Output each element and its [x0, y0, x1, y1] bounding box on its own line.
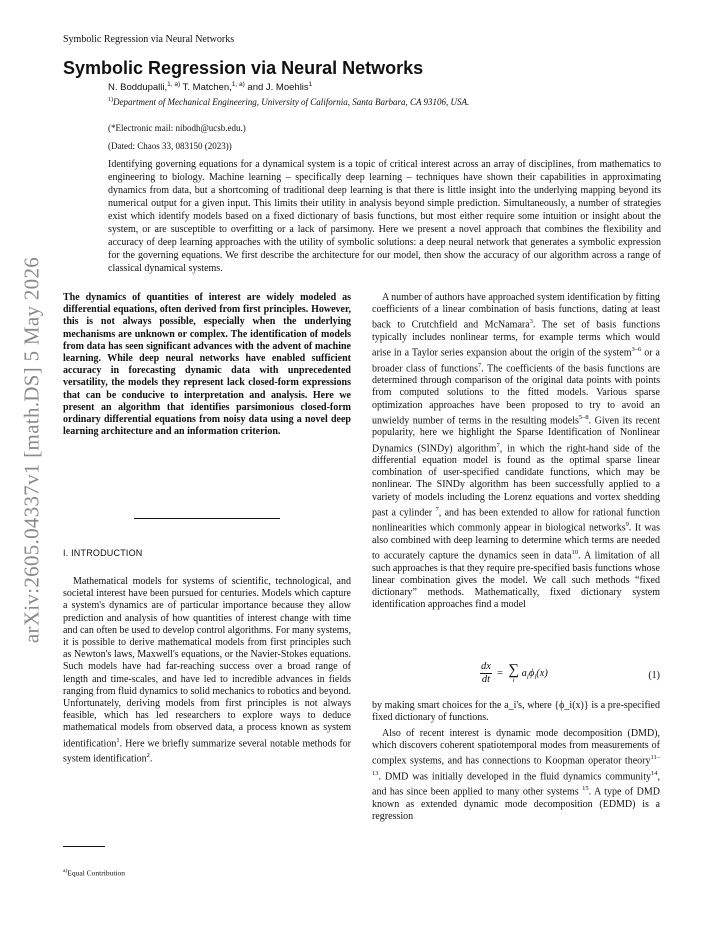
citation: 15 — [582, 785, 589, 793]
basis-argument: (x) — [536, 667, 548, 679]
right-paragraph-3 — [372, 728, 660, 823]
fraction-denominator: dt — [481, 674, 491, 685]
derivative-fraction — [480, 661, 492, 686]
text-run: . A limitation of all such approaches is that they require pre-specified basis functions whose linear combination gives the model. We call such methods “fixed dictionary” methods. Mathematically, fixed dictionary system identification approaches find a model — [372, 550, 660, 611]
dated-line: (Dated: Chaos 33, 083150 (2023)) — [108, 141, 232, 151]
coefficient: a — [521, 667, 527, 679]
equation-body: $\frac{dx}{dt}$ = ∑ i $a_i\phi_i(x)$ — [481, 661, 548, 685]
affiliation-text: Department of Mechanical Engineering, University of California, Santa Barbara, CA 93106, USA. — [113, 97, 470, 107]
equation-1 — [372, 661, 660, 695]
text-run: or a broader class of functions — [372, 347, 660, 374]
text-run: . A type of DMD known as extended dynamic mode decomposition (EDMD) is a regression — [372, 786, 661, 823]
text-run: . DMD was initially developed in the fluid dynamics community — [378, 771, 651, 783]
running-head: Symbolic Regression via Neural Networks — [63, 34, 235, 45]
author-affil-mark: 1, a) — [167, 81, 181, 88]
text-run: , in which the right-hand side of the differential equation model is found as the optimal sparse linear combination of user-specified candidate functions, which may be nonlinear. The SINDy algorithm has been successfully applied to a variety of models including the Lorenz equations and vortex shedding past a cylinder — [372, 442, 660, 519]
author-list — [108, 81, 312, 93]
text-run: A number of authors have approached system identification by fitting coefficients of a linear combination of basis functions, dating at least back to Crutchfield and McNamara — [372, 292, 660, 331]
citation: 1 — [116, 736, 120, 744]
section-heading: I. INTRODUCTION — [63, 548, 143, 558]
footnote-divider — [63, 846, 105, 847]
right-text-1 — [372, 292, 660, 612]
author-affil-mark: 1, a) — [231, 81, 245, 88]
intro-text-part: . Here we briefly summarize several notable methods for system identification — [63, 737, 351, 765]
right-text-2: by making smart choices for the a_i's, where {ϕ_i(x)} is a pre-specified fixed dictionary of functions. — [372, 700, 660, 724]
citation: 11–13 — [372, 754, 660, 777]
arxiv-id: arXiv:2605.04337v1 [math.DS] 5 May 2026 — [19, 256, 44, 644]
right-paragraph-2 — [372, 700, 660, 724]
lead-paragraph — [63, 292, 351, 438]
paper-title: Symbolic Regression via Neural Networks — [63, 58, 424, 78]
right-paragraph-1 — [372, 292, 660, 612]
lead-text: The dynamics of quantities of interest are widely modeled as differential equations, often derived from first principles. However, this is not always possible, especially when the underlying mechanisms are unknown or complex. The identification of models from data has seen significant advances with the advent of machine learning. While deep neural networks have enabled sufficient accuracy in forecasting dynamic data with unprecedented versatility, the models they represent lack closed-form expressions that can be conducive to interpretation and analysis. Here we present an algorithm that identifies parsimonious closed-form ordinary differential equations from noisy data using a novel deep learning architecture and an information criterion. — [63, 292, 351, 438]
citation: 5–8 — [578, 413, 589, 421]
citation: 7 — [496, 441, 500, 449]
citation: 2 — [146, 752, 150, 760]
basis-index: i — [534, 673, 537, 681]
text-run: . The coefficients of the basis functions are determined through comparison of the original data points with points from computed solutions to the fitted models. Various sparse optimization approaches have been proposed to try to avoid an unwieldy number of terms in the resulting models — [372, 363, 660, 427]
intro-text-part: Mathematical models for systems of scientific, technological, and societal interest have been pursued for centuries. Models which capture a system's dynamics are of particular importance because they allow prediction and analysis of how quantities of interest change with time and can often be used to develop control algorithms. For many systems, it is possible to derive mathematical models from first principles such as Newton's laws, Maxwell's equations, or the Navier-Stokes equations. Such models have had far-reaching success over a broad range of length and time-scales, and have led to incredible advances in fields ranging from fluid dynamics to solid mechanics to robotics and beyond. Unfortunately, deriving models from first principles is not always feasible, which has led researchers to explore ways to deduce mathematical models from observed data, a process known as system identification — [63, 576, 351, 749]
abstract: Identifying governing equations for a dynamical system is a topic of critical interest across an array of disciplines, from mathematics to engineering to biology. Machine learning – specifically deep learning – techniques have shown their capabilities in approximating dynamics from data, but a shortcoming of traditional deep learning is that there is little insight into the underlying mapping beyond its numerical output for a given input. This limits their utility in analysis beyond simple prediction. Simultaneously, a number of strategies exist which identify models based on a fixed dictionary of basis functions, but most either require some intuition or insight about the system, or are susceptible to overfitting or a lack of parsimony. Here we present a novel approach that combines the flexibility and accuracy of deep learning approaches with the utility of symbolic solutions: a deep neural network that generates a symbolic expression for the governing equations. We first describe the architecture for our model, then show the accuracy of our algorithm across a range of classical dynamical systems. — [108, 159, 661, 274]
citation: 10 — [571, 549, 578, 557]
fraction-numerator: dx — [481, 661, 491, 672]
citation: 9 — [625, 521, 629, 529]
author-name: N. Boddupalli, — [108, 82, 168, 94]
coefficient-index: i — [526, 673, 529, 681]
author-name: T. Matchen, — [180, 82, 232, 94]
citation: 7 — [478, 361, 482, 369]
text-run: . It was also combined with deep learning to determine which terms are needed to accurately capture the dynamics seen in data — [372, 522, 660, 562]
text-run: , and has been extended to allow for rational function nonlinearities which commonly appear in biological networks — [372, 507, 661, 534]
basis-function: ϕ — [528, 667, 535, 679]
citation: 3 — [529, 318, 533, 326]
citation: 7 — [435, 505, 439, 513]
affiliation — [108, 95, 548, 108]
intro-paragraph — [63, 576, 351, 766]
author-affil-mark: 1 — [308, 81, 313, 88]
citation: 3–6 — [631, 346, 642, 354]
text-run: Also of recent interest is dynamic mode decomposition (DMD), which discovers coherent spatiotemporal modes from measurements of complex systems, and has connections to Koopman operator theory — [372, 728, 660, 767]
author-name: and J. Moehlis — [244, 82, 309, 94]
sum-index: i — [512, 676, 515, 684]
footnote — [63, 868, 125, 878]
summation: ∑ i — [508, 662, 520, 684]
email-line: (*Electronic mail: nibodh@ucsb.edu.) — [108, 123, 246, 133]
text-run: , and has since been applied to many other systems — [372, 771, 660, 798]
text-run: . Given its recent popularity, here we highlight the Sparse Identification of Nonlinear Dynamics (SINDy) algorithm — [372, 415, 661, 454]
footnote-text: Equal Contribution — [67, 868, 125, 878]
intro-text-part: . — [149, 753, 153, 765]
citation: 14 — [651, 769, 658, 777]
text-run: . The set of basis functions typically includes nonlinear terms, for example terms which would arise in a Taylor series expansion about the origin of the system — [372, 319, 660, 359]
lead-divider — [134, 518, 280, 519]
equation-number: (1) — [648, 670, 660, 681]
intro-text — [63, 576, 351, 766]
footnote-mark: a) — [63, 868, 68, 874]
arxiv-stamp — [14, 240, 50, 660]
affiliation-mark: 1) — [108, 97, 113, 103]
right-text-3 — [372, 728, 660, 823]
